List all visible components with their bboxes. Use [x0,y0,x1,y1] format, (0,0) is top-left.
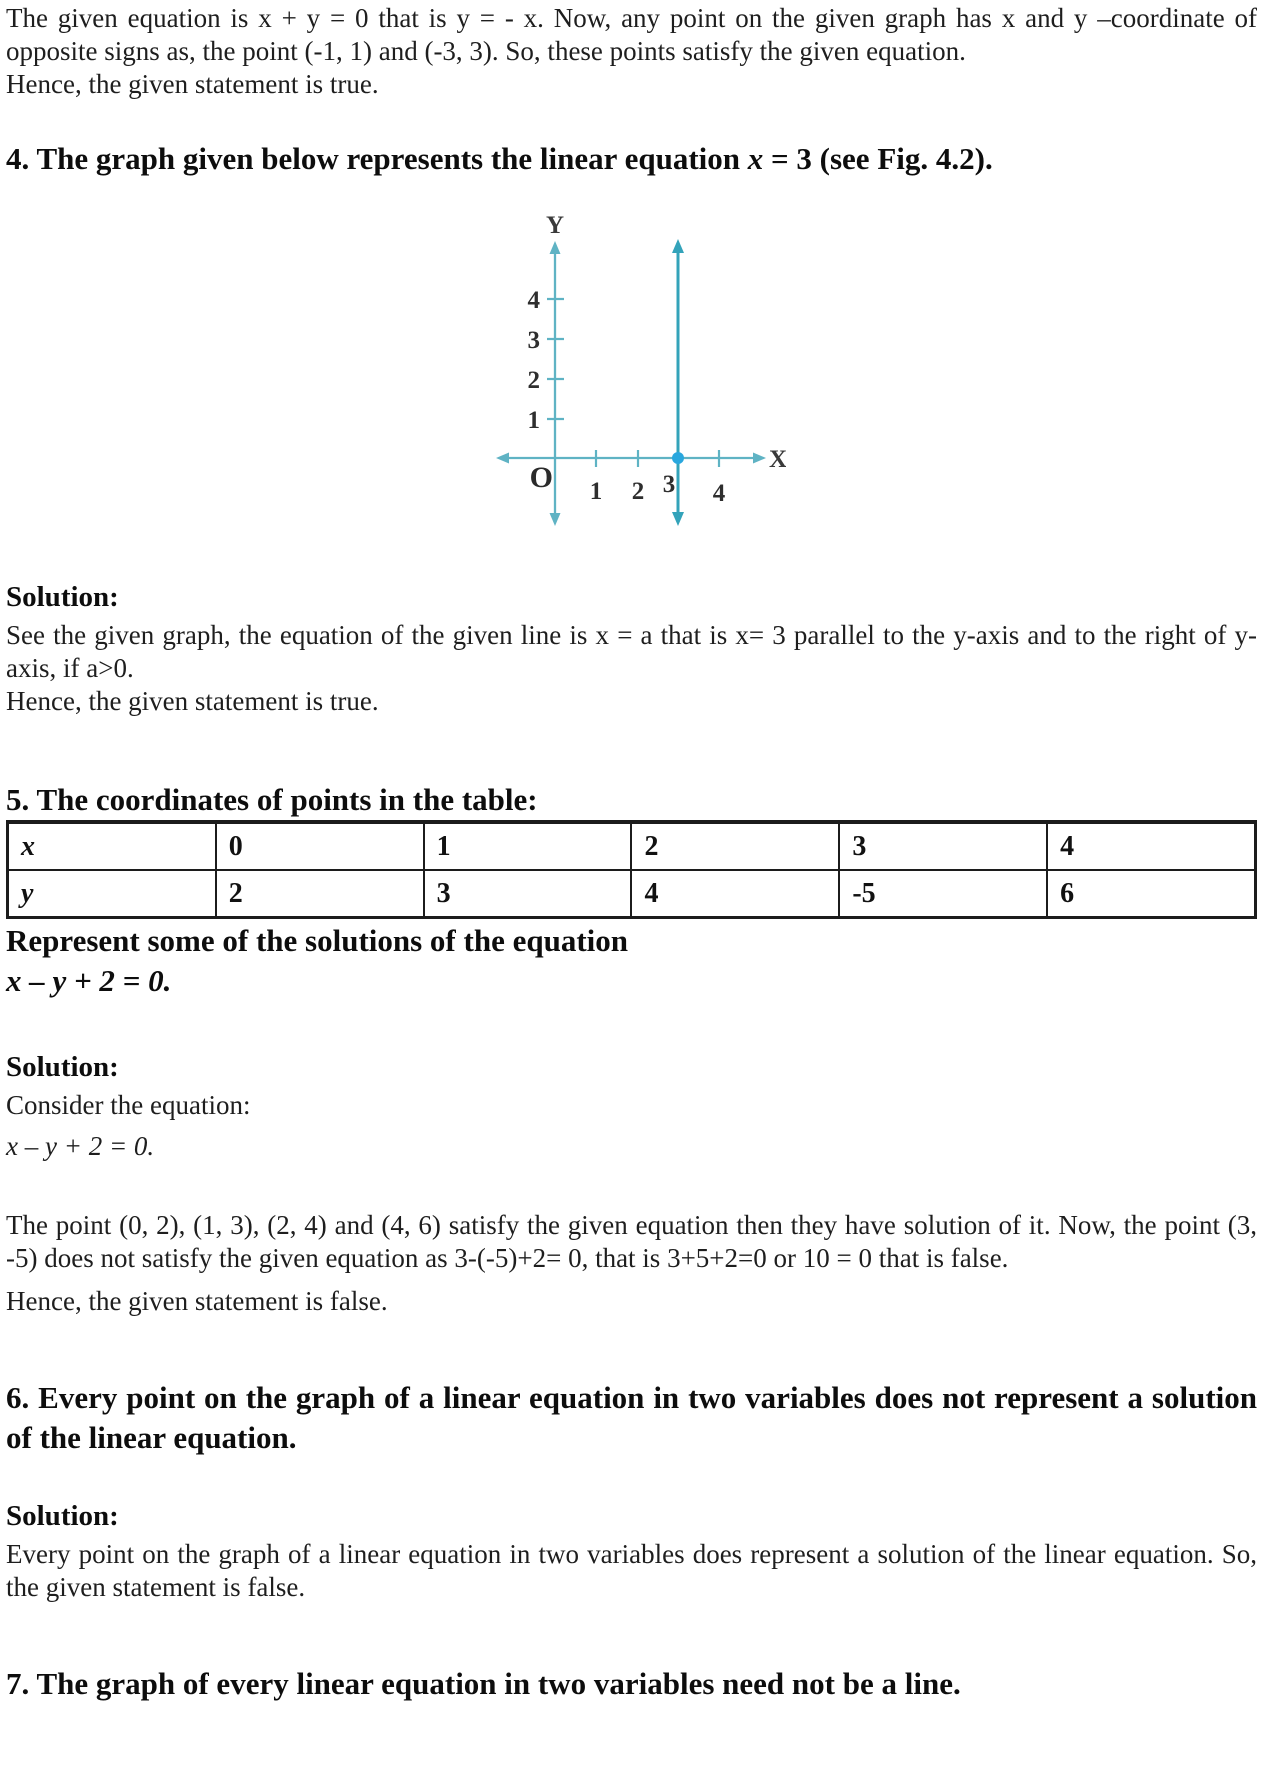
y-tick-label-1: 1 [527,407,540,434]
table-cell: 4 [631,870,839,918]
intro-conclusion: Hence, the given statement is true. [6,69,379,99]
table-cell: 3 [839,822,1047,870]
solution-q5-text: The point (0, 2), (1, 3), (2, 4) and (4, 6) satisfy the given equation then they have solution of it. Now, the point (3, -5) does not satisfy the given equation as 3-(-5)+2= 0, that is 3+5+2=0 or 10 = 0 that is false. [6,1210,1257,1273]
question-5-subheading: Represent some of the solutions of the equation [6,923,628,958]
x-tick-label-2: 2 [631,478,645,505]
figure-4-2-graph [486,207,786,537]
question-4-heading [6,139,1257,179]
solution-q4-text: See the given graph, the equation of the given line is x = a that is x= 3 parallel to the y-axis and to the right of y-axis, if a>0. [6,620,1257,683]
equation-text: x – y + 2 = 0. [6,1131,155,1161]
point-3-0 [672,452,684,464]
table-cell: y [8,870,216,918]
table-cell: x [8,822,216,870]
table-row-x [8,822,1256,870]
x-axis-left-arrow-icon [496,453,509,464]
table-cell: 0 [216,822,424,870]
consider-equation-text: Consider the equation: [6,1090,251,1120]
origin-label: O [529,461,553,494]
x-tick-label-1: 1 [589,478,603,505]
table-cell: -5 [839,870,1047,918]
question-6-heading: 6. Every point on the graph of a linear equation in two variables does not represent a solution of the linear equation. [6,1380,1257,1455]
graph-x-equals-3 [486,207,786,537]
solution-heading-q6: Solution: [6,1500,119,1532]
document-page [6,2,1257,1704]
table-cell: 2 [216,870,424,918]
table-cell: 2 [631,822,839,870]
line-up-arrow-icon [672,239,684,253]
y-tick-label-4: 4 [527,287,540,314]
line-down-arrow-icon [672,512,684,526]
question-4-heading-variable: x [747,141,764,176]
solution-q6-text: Every point on the graph of a linear equation in two variables does represent a solution of the linear equation. So, the given statement is false. [6,1539,1257,1602]
question-4-heading-post: = 3 (see Fig. 4.2). [763,141,993,176]
y-axis-label: Y [545,212,565,239]
solution-heading-q5: Solution: [6,1051,119,1083]
solution-heading-q4: Solution: [6,581,119,613]
question-7-heading: 7. The graph of every linear equation in two variables need not be a line. [6,1666,961,1701]
table-cell: 3 [424,870,632,918]
solution-q4-conclusion: Hence, the given statement is true. [6,686,379,716]
y-tick-label-3: 3 [527,327,540,354]
solution-q5-conclusion: Hence, the given statement is false. [6,1286,388,1316]
x-tick-label-4: 4 [712,480,726,507]
y-axis-up-arrow-icon [550,241,561,254]
question-4-heading-pre: 4. The graph given below represents the linear equation [6,141,748,176]
y-axis-down-arrow-icon [550,513,561,526]
table-cell: 6 [1047,870,1255,918]
x-axis-label: X [769,446,786,473]
intro-paragraph: The given equation is x + y = 0 that is y = - x. Now, any point on the given graph has x and y –coordinate of opposite signs as, the point (-1, 1) and (-3, 3). So, these points satisfy the given equation. [6,3,1257,66]
table-cell: 4 [1047,822,1255,870]
x-tick-label-3: 3 [662,471,676,498]
question-5-heading: 5. The coordinates of points in the table: [6,782,538,817]
table-cell: 1 [424,822,632,870]
x-axis-right-arrow-icon [753,453,766,464]
table-row-y [8,870,1256,918]
y-tick-label-2: 2 [527,367,540,394]
question-5-equation: x – y + 2 = 0. [6,963,172,998]
coordinates-table [6,820,1257,919]
